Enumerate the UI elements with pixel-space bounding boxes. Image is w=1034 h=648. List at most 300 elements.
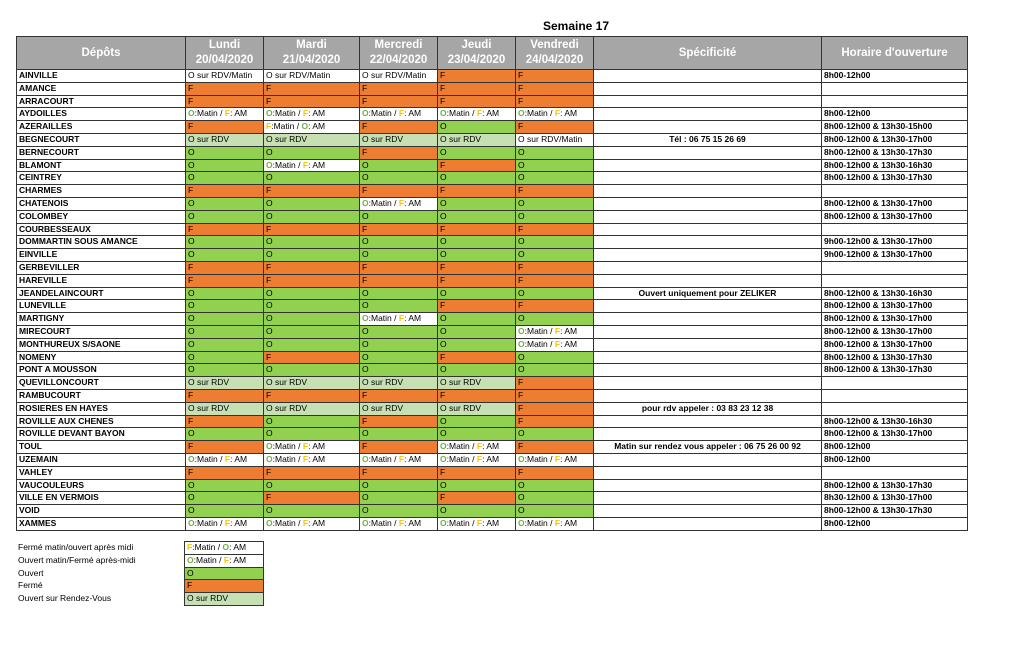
legend-label: Ouvert sur Rendez-Vous — [18, 593, 112, 604]
specificite — [594, 338, 822, 351]
status-glyph: O — [362, 453, 369, 464]
day-status: O — [516, 210, 594, 223]
day-status: O — [516, 479, 594, 492]
day-status: F — [360, 441, 438, 454]
legend-item — [16, 593, 264, 606]
specificite: pour rdv appeler : 03 83 23 12 38 — [594, 402, 822, 415]
opening-hours: 8h00-12h00 & 13h30-17h30 — [822, 351, 968, 364]
day-status: O — [360, 300, 438, 313]
day-status: F — [264, 261, 360, 274]
depot-row — [17, 325, 968, 338]
day-status: O sur RDV — [264, 402, 360, 415]
day-status: O:Matin / F: AM — [360, 517, 438, 530]
depot-name: GERBEVILLER — [17, 261, 186, 274]
specificite — [594, 197, 822, 210]
day-status: O — [186, 249, 264, 262]
day-status: O — [360, 338, 438, 351]
legend-label: Fermé — [18, 580, 43, 591]
legend-swatch: F:Matin / O: AM — [185, 542, 264, 555]
specificite — [594, 146, 822, 159]
depot-name: AYDOILLES — [17, 108, 186, 121]
legend-item — [16, 542, 264, 555]
day-status: F — [186, 415, 264, 428]
day-status: O:Matin / F: AM — [186, 517, 264, 530]
day-status: O sur RDV — [186, 377, 264, 390]
depot-row — [17, 159, 968, 172]
specificite — [594, 466, 822, 479]
day-status: O — [360, 351, 438, 364]
day-status: O:Matin / F: AM — [264, 159, 360, 172]
day-status: O — [438, 249, 516, 262]
opening-hours — [822, 377, 968, 390]
day-status: F — [186, 185, 264, 198]
day-status: O:Matin / F: AM — [360, 453, 438, 466]
day-status: O — [360, 287, 438, 300]
opening-hours: 8h00-12h00 & 13h30-17h00 — [822, 325, 968, 338]
schedule-table — [16, 36, 968, 531]
status-glyph: F — [398, 313, 405, 324]
depot-row — [17, 274, 968, 287]
day-status: F — [264, 185, 360, 198]
day-status: O — [438, 236, 516, 249]
day-status: O — [360, 210, 438, 223]
status-glyph: F — [476, 453, 483, 464]
day-status: O sur RDV/Matin — [360, 70, 438, 83]
status-glyph: O — [518, 338, 525, 349]
day-status: F — [438, 82, 516, 95]
day-status: O:Matin / F: AM — [438, 108, 516, 121]
opening-hours: 8h00-12h00 & 13h30-15h00 — [822, 121, 968, 134]
day-status: O — [360, 159, 438, 172]
day-status: O — [516, 428, 594, 441]
header-day: Vendredi 24/04/2020 — [516, 37, 594, 70]
day-status: O — [186, 338, 264, 351]
day-status: F — [516, 466, 594, 479]
day-status: O — [438, 338, 516, 351]
opening-hours: 8h00-12h00 & 13h30-17h30 — [822, 505, 968, 518]
specificite — [594, 453, 822, 466]
day-status: O sur RDV — [438, 377, 516, 390]
day-status: O — [264, 479, 360, 492]
specificite — [594, 428, 822, 441]
depot-name: BEGNECOURT — [17, 133, 186, 146]
specificite — [594, 261, 822, 274]
day-status: O — [360, 364, 438, 377]
day-status: O — [438, 364, 516, 377]
status-glyph: F — [398, 108, 405, 119]
depot-name: RAMBUCOURT — [17, 389, 186, 402]
day-status: O — [438, 287, 516, 300]
specificite — [594, 172, 822, 185]
opening-hours: 9h00-12h00 & 13h30-17h00 — [822, 249, 968, 262]
day-status: O — [186, 479, 264, 492]
day-status: F — [516, 441, 594, 454]
day-status: O — [186, 159, 264, 172]
status-glyph: F — [224, 453, 231, 464]
opening-hours: 8h00-12h00 & 13h30-17h30 — [822, 172, 968, 185]
status-glyph: F — [224, 517, 231, 528]
opening-hours — [822, 466, 968, 479]
specificite — [594, 389, 822, 402]
day-status: O:Matin / F: AM — [516, 517, 594, 530]
day-status: O sur RDV — [360, 377, 438, 390]
opening-hours — [822, 223, 968, 236]
depot-row — [17, 210, 968, 223]
day-status: F — [360, 185, 438, 198]
day-status: F — [186, 95, 264, 108]
week-title: Semaine 17 — [542, 19, 610, 33]
day-status: F — [438, 223, 516, 236]
status-glyph: O — [188, 453, 195, 464]
specificite — [594, 274, 822, 287]
day-status: F — [438, 95, 516, 108]
legend-item — [16, 567, 264, 580]
depot-name: CHATENOIS — [17, 197, 186, 210]
legend-swatch: O sur RDV — [185, 593, 264, 606]
day-status: F — [516, 274, 594, 287]
depot-name: MONTHUREUX S/SAONE — [17, 338, 186, 351]
day-status: O — [516, 492, 594, 505]
day-status: O — [264, 146, 360, 159]
day-status: O — [438, 325, 516, 338]
status-glyph: F — [398, 517, 405, 528]
day-status: F — [516, 377, 594, 390]
day-status: O — [264, 172, 360, 185]
depot-row — [17, 453, 968, 466]
day-status: O — [264, 325, 360, 338]
depot-name: UZEMAIN — [17, 453, 186, 466]
opening-hours: 8h00-12h00 & 13h30-17h00 — [822, 313, 968, 326]
day-status: F — [516, 402, 594, 415]
day-status: O — [264, 338, 360, 351]
depot-row — [17, 133, 968, 146]
opening-hours: 8h00-12h00 & 13h30-16h30 — [822, 287, 968, 300]
depot-name: MIRECOURT — [17, 325, 186, 338]
legend-swatch: O:Matin / F: AM — [185, 554, 264, 567]
depot-row — [17, 249, 968, 262]
depot-name: VAHLEY — [17, 466, 186, 479]
day-status: F — [360, 415, 438, 428]
day-status: O — [516, 287, 594, 300]
day-status: F — [438, 492, 516, 505]
depot-row — [17, 197, 968, 210]
status-glyph: F — [476, 441, 483, 452]
depot-row — [17, 389, 968, 402]
day-status: O — [438, 428, 516, 441]
day-status: O — [264, 249, 360, 262]
opening-hours — [822, 402, 968, 415]
specificite — [594, 185, 822, 198]
depot-name: VAUCOULEURS — [17, 479, 186, 492]
specificite — [594, 313, 822, 326]
day-status: F:Matin / O: AM — [264, 121, 360, 134]
day-status: O — [516, 249, 594, 262]
status-glyph: O — [440, 453, 447, 464]
depot-name: EINVILLE — [17, 249, 186, 262]
day-status: O — [516, 197, 594, 210]
specificite — [594, 159, 822, 172]
opening-hours: 8h00-12h00 & 13h30-17h00 — [822, 300, 968, 313]
status-glyph: F — [554, 325, 561, 336]
specificite — [594, 108, 822, 121]
opening-hours: 8h00-12h00 & 13h30-17h00 — [822, 338, 968, 351]
depot-row — [17, 287, 968, 300]
header-horaire: Horaire d'ouverture — [822, 37, 968, 70]
day-status: O sur RDV — [438, 133, 516, 146]
header-day: Jeudi 23/04/2020 — [438, 37, 516, 70]
opening-hours — [822, 274, 968, 287]
header-row — [17, 37, 968, 70]
depot-name: HAREVILLE — [17, 274, 186, 287]
status-glyph: O — [362, 313, 369, 324]
depot-row — [17, 82, 968, 95]
depot-row — [17, 364, 968, 377]
day-status: F — [438, 185, 516, 198]
specificite: Ouvert uniquement pour ZELIKER — [594, 287, 822, 300]
day-status: O — [438, 479, 516, 492]
status-glyph: O — [266, 108, 273, 119]
depot-row — [17, 146, 968, 159]
day-status: O — [360, 428, 438, 441]
legend-label: Ouvert matin/Fermé après-midi — [18, 554, 136, 565]
depot-row — [17, 185, 968, 198]
day-status: O — [516, 351, 594, 364]
status-glyph: F — [187, 542, 193, 552]
header-specificite: Spécificité — [594, 37, 822, 70]
opening-hours — [822, 185, 968, 198]
day-status: O sur RDV — [264, 133, 360, 146]
status-glyph: O — [362, 108, 369, 119]
depot-row — [17, 517, 968, 530]
day-status: F — [360, 82, 438, 95]
day-status: O — [264, 287, 360, 300]
status-glyph: F — [302, 441, 309, 452]
depot-row — [17, 402, 968, 415]
opening-hours: 9h00-12h00 & 13h30-17h00 — [822, 236, 968, 249]
depot-row — [17, 236, 968, 249]
day-status: F — [186, 441, 264, 454]
specificite — [594, 351, 822, 364]
specificite — [594, 492, 822, 505]
day-status: O — [186, 172, 264, 185]
depot-name: ARRACOURT — [17, 95, 186, 108]
header-day: Mardi 21/04/2020 — [264, 37, 360, 70]
status-glyph: F — [554, 517, 561, 528]
day-status: O — [516, 236, 594, 249]
depot-row — [17, 466, 968, 479]
opening-hours: 8h00-12h00 & 13h30-17h00 — [822, 133, 968, 146]
day-status: F — [516, 300, 594, 313]
day-status: O — [438, 121, 516, 134]
status-glyph: O — [362, 517, 369, 528]
header-day: Mercredi 22/04/2020 — [360, 37, 438, 70]
day-status: F — [438, 274, 516, 287]
day-status: O:Matin / F: AM — [264, 517, 360, 530]
status-glyph: O — [440, 441, 447, 452]
day-status: O — [186, 428, 264, 441]
status-glyph: O — [187, 554, 194, 565]
specificite — [594, 95, 822, 108]
status-glyph: F — [476, 517, 483, 528]
depot-name: AINVILLE — [17, 70, 186, 83]
opening-hours: 8h00-12h00 & 13h30-17h00 — [822, 197, 968, 210]
depot-name: DOMMARTIN SOUS AMANCE — [17, 236, 186, 249]
day-status: O:Matin / F: AM — [516, 338, 594, 351]
status-glyph: O — [222, 542, 230, 552]
day-status: O — [186, 146, 264, 159]
day-status: F — [438, 389, 516, 402]
depot-name: AZERAILLES — [17, 121, 186, 134]
day-status: F — [516, 389, 594, 402]
depot-name: CHARMES — [17, 185, 186, 198]
status-glyph: O — [440, 108, 447, 119]
day-status: O — [360, 236, 438, 249]
depot-name: BERNECOURT — [17, 146, 186, 159]
specificite — [594, 70, 822, 83]
day-status: O:Matin / F: AM — [360, 108, 438, 121]
depot-row — [17, 108, 968, 121]
opening-hours: 8h00-12h00 — [822, 453, 968, 466]
status-glyph: O — [266, 453, 273, 464]
depot-name: MARTIGNY — [17, 313, 186, 326]
day-status: F — [438, 261, 516, 274]
specificite — [594, 82, 822, 95]
depot-name: ROSIERES EN HAYES — [17, 402, 186, 415]
status-glyph: F — [302, 108, 309, 119]
depot-row — [17, 505, 968, 518]
day-status: O — [186, 300, 264, 313]
day-status: O — [264, 415, 360, 428]
day-status: F — [360, 95, 438, 108]
depot-row — [17, 261, 968, 274]
day-status: F — [360, 389, 438, 402]
day-status: O — [360, 172, 438, 185]
depot-row — [17, 223, 968, 236]
day-status: O sur RDV — [186, 402, 264, 415]
day-status: F — [186, 223, 264, 236]
day-status: O — [360, 479, 438, 492]
legend-swatch: F — [185, 580, 264, 593]
day-status: F — [186, 261, 264, 274]
legend-swatch: O — [185, 567, 264, 580]
day-status: F — [264, 274, 360, 287]
day-status: F — [360, 274, 438, 287]
opening-hours: 8h30-12h00 & 13h30-17h00 — [822, 492, 968, 505]
specificite — [594, 325, 822, 338]
day-status: O — [186, 505, 264, 518]
day-status: O sur RDV — [264, 377, 360, 390]
day-status: O — [360, 325, 438, 338]
day-status: O sur RDV/Matin — [516, 133, 594, 146]
depot-row — [17, 338, 968, 351]
opening-hours: 8h00-12h00 & 13h30-17h30 — [822, 479, 968, 492]
status-glyph: F — [302, 159, 309, 170]
day-status: F — [186, 274, 264, 287]
day-status: O — [264, 197, 360, 210]
specificite — [594, 249, 822, 262]
specificite — [594, 121, 822, 134]
specificite — [594, 377, 822, 390]
day-status: F — [516, 223, 594, 236]
day-status: F — [360, 223, 438, 236]
day-status: O:Matin / F: AM — [264, 441, 360, 454]
day-status: O — [186, 313, 264, 326]
day-status: F — [186, 121, 264, 134]
opening-hours — [822, 95, 968, 108]
day-status: O — [360, 249, 438, 262]
status-glyph: O — [188, 108, 195, 119]
status-glyph: O — [518, 108, 525, 119]
depot-row — [17, 313, 968, 326]
specificite — [594, 479, 822, 492]
schedule-body — [17, 70, 968, 531]
status-glyph: F — [266, 121, 272, 132]
specificite — [594, 300, 822, 313]
depot-row — [17, 479, 968, 492]
status-glyph: F — [476, 108, 483, 119]
day-status: O — [516, 159, 594, 172]
day-status: O:Matin / F: AM — [186, 108, 264, 121]
day-status: O — [516, 146, 594, 159]
depot-row — [17, 95, 968, 108]
depot-row — [17, 172, 968, 185]
day-status: O sur RDV — [438, 402, 516, 415]
day-status: F — [438, 466, 516, 479]
day-status: F — [438, 159, 516, 172]
day-status: O:Matin / F: AM — [516, 325, 594, 338]
day-status: O:Matin / F: AM — [360, 313, 438, 326]
day-status: O — [264, 505, 360, 518]
day-status: O sur RDV — [360, 402, 438, 415]
opening-hours: 8h00-12h00 — [822, 517, 968, 530]
status-glyph: O — [266, 159, 273, 170]
day-status: F — [516, 121, 594, 134]
day-status: O — [264, 313, 360, 326]
depot-name: JEANDELAINCOURT — [17, 287, 186, 300]
status-glyph: O — [518, 517, 525, 528]
depot-name: COLOMBEY — [17, 210, 186, 223]
status-glyph: O — [188, 517, 195, 528]
day-status: O — [186, 236, 264, 249]
opening-hours — [822, 82, 968, 95]
day-status: O — [264, 210, 360, 223]
status-glyph: F — [223, 554, 230, 565]
day-status: F — [516, 261, 594, 274]
day-status: F — [516, 185, 594, 198]
day-status: O — [516, 172, 594, 185]
header-depots: Dépôts — [17, 37, 186, 70]
day-status: F — [360, 121, 438, 134]
day-status: O — [438, 415, 516, 428]
specificite — [594, 517, 822, 530]
depot-row — [17, 415, 968, 428]
status-glyph: F — [398, 453, 405, 464]
day-status: O — [186, 325, 264, 338]
day-status: F — [360, 261, 438, 274]
day-status: O sur RDV — [186, 133, 264, 146]
day-status: F — [186, 466, 264, 479]
legend-label: Fermé matin/ouvert après midi — [18, 542, 134, 552]
day-status: O — [264, 236, 360, 249]
depot-name: COURBESSEAUX — [17, 223, 186, 236]
status-glyph: O — [518, 325, 525, 336]
depot-row — [17, 300, 968, 313]
day-status: F — [438, 70, 516, 83]
day-status: O — [360, 492, 438, 505]
day-status: O:Matin / F: AM — [438, 453, 516, 466]
status-glyph: F — [398, 197, 405, 208]
day-status: O:Matin / F: AM — [360, 197, 438, 210]
